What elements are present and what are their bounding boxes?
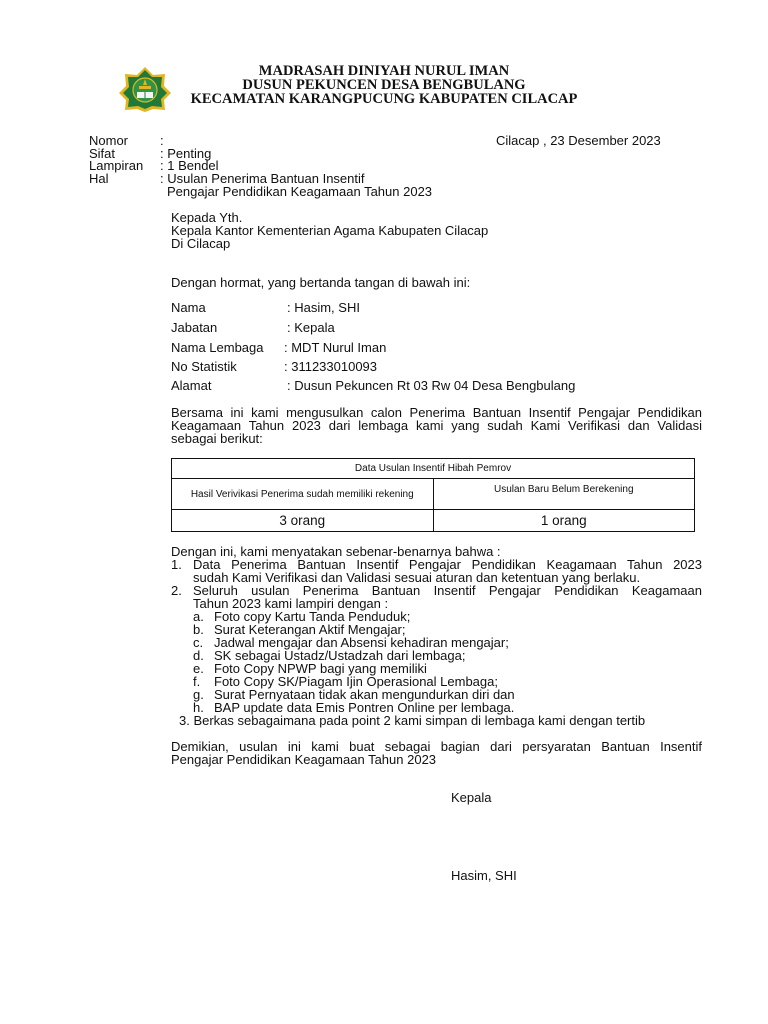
table-title: Data Usulan Insentif Hibah Pemrov: [172, 459, 695, 479]
item2-line-1: Seluruh usulan Penerima Bantuan Insentif Pengajar Pendidikan Keagamaan: [193, 583, 702, 598]
item1-num: 1.: [171, 557, 182, 572]
signature-title: Kepala: [451, 790, 492, 805]
item1-line-2: sudah Kami Verifikasi dan Validasi sesuai aturan dan ketentuan yang berlaku.: [193, 570, 641, 585]
signature-name: Hasim, SHI: [451, 868, 517, 883]
attachment-letter-a: a.: [193, 609, 204, 624]
nama-value: : Hasim, SHI: [287, 300, 360, 315]
col1-value: 3 orang: [172, 510, 434, 532]
closing-line-1: Demikian, usulan ini kami buat sebagai bagian dari persyaratan Bantuan Insentif: [171, 739, 702, 754]
attachment-text-a: Foto copy Kartu Tanda Penduduk;: [214, 609, 411, 624]
recipient-line-2: Kepala Kantor Kementerian Agama Kabupaten Cilacap: [171, 223, 489, 238]
intro-line-1: Bersama ini kami mengusulkan calon Penerima Bantuan Insentif Pengajar Pendidikan: [171, 405, 702, 420]
item3: 3. Berkas sebagaimana pada point 2 kami simpan di lembaga kami dengan tertib: [179, 713, 646, 728]
header-line-1: MADRASAH DINIYAH NURUL IMAN: [258, 63, 510, 79]
statement-lead: Dengan ini, kami menyatakan sebenar-benarnya bahwa :: [171, 544, 501, 559]
intro-line-2: Keagamaan Tahun 2023 dari lembaga kami yang sudah Kami Verifikasi dan Validasi: [171, 418, 702, 433]
header-line-3: KECAMATAN KARANGPUCUNG KABUPATEN CILACAP: [190, 91, 578, 107]
attachment-text-e: Foto Copy NPWP bagi yang memiliki: [214, 661, 427, 676]
closing-line-2: Pengajar Pendidikan Keagamaan Tahun 2023: [171, 752, 437, 767]
intro-line-3: sebagai berikut:: [171, 431, 263, 446]
place-date: Cilacap , 23 Desember 2023: [496, 133, 661, 148]
attachment-letter-e: e.: [193, 661, 204, 676]
attachment-text-f: Foto Copy SK/Piagam Ijin Operasional Lembaga;: [214, 674, 498, 689]
jabatan-label: Jabatan: [171, 320, 218, 335]
item2-line-2: Tahun 2023 kami lampiri dengan :: [193, 596, 389, 611]
attachment-letter-g: g.: [193, 687, 204, 702]
attachment-text-h: BAP update data Emis Pontren Online per lembaga.: [214, 700, 515, 715]
lampiran-label: Lampiran: [89, 158, 144, 173]
lembaga-label: Nama Lembaga: [171, 340, 264, 355]
attachment-letter-d: d.: [193, 648, 204, 663]
jabatan-value: : Kepala: [287, 320, 335, 335]
item1-line-1: Data Penerima Bantuan Insentif Pengajar Pendidikan Keagamaan Tahun 2023: [193, 557, 702, 572]
attachment-text-g: Surat Pernyataan tidak akan mengundurkan diri dan: [214, 687, 515, 702]
nomor-value: :: [160, 133, 164, 148]
greeting: Dengan hormat, yang bertanda tangan di bawah ini:: [171, 275, 471, 290]
hibah-table: [171, 458, 695, 532]
hal-label: Hal: [89, 171, 109, 186]
lampiran-value: : 1 Bendel: [160, 158, 219, 173]
item2-num: 2.: [171, 583, 182, 598]
lembaga-value: : MDT Nurul Iman: [284, 340, 387, 355]
attachment-text-c: Jadwal mengajar dan Absensi kehadiran mengajar;: [214, 635, 509, 650]
attachment-letter-c: c.: [193, 635, 204, 650]
hal-value-1: : Usulan Penerima Bantuan Insentif: [160, 171, 365, 186]
sifat-label: Sifat: [89, 146, 116, 161]
sifat-value: : Penting: [160, 146, 212, 161]
col1-header: Hasil Verivikasi Penerima sudah memiliki rekening: [172, 479, 434, 510]
attachment-letter-h: h.: [193, 700, 204, 715]
attachment-letter-b: b.: [193, 622, 204, 637]
attachment-letter-f: f.: [193, 674, 201, 689]
table-title-row: [172, 459, 695, 479]
alamat-value: : Dusun Pekuncen Rt 03 Rw 04 Desa Bengbulang: [287, 378, 576, 393]
hal-value-2: Pengajar Pendidikan Keagamaan Tahun 2023: [167, 184, 433, 199]
statistik-value: : 311233010093: [284, 359, 378, 374]
recipient-line-3: Di Cilacap: [171, 236, 231, 251]
header-line-2: DUSUN PEKUNCEN DESA BENGBULANG: [242, 77, 526, 93]
col2-header: Usulan Baru Belum Berekening: [433, 479, 695, 510]
table-value-row: [172, 510, 695, 532]
statistik-label: No Statistik: [171, 359, 237, 374]
table-header-row: [172, 479, 695, 510]
attachment-text-d: SK sebagai Ustadz/Ustadzah dari lembaga;: [214, 648, 466, 663]
recipient-line-1: Kepada Yth.: [171, 210, 243, 225]
col2-value: 1 orang: [433, 510, 695, 532]
attachment-text-b: Surat Keterangan Aktif Mengajar;: [214, 622, 406, 637]
nomor-label: Nomor: [89, 133, 129, 148]
alamat-label: Alamat: [171, 378, 212, 393]
nama-label: Nama: [171, 300, 206, 315]
